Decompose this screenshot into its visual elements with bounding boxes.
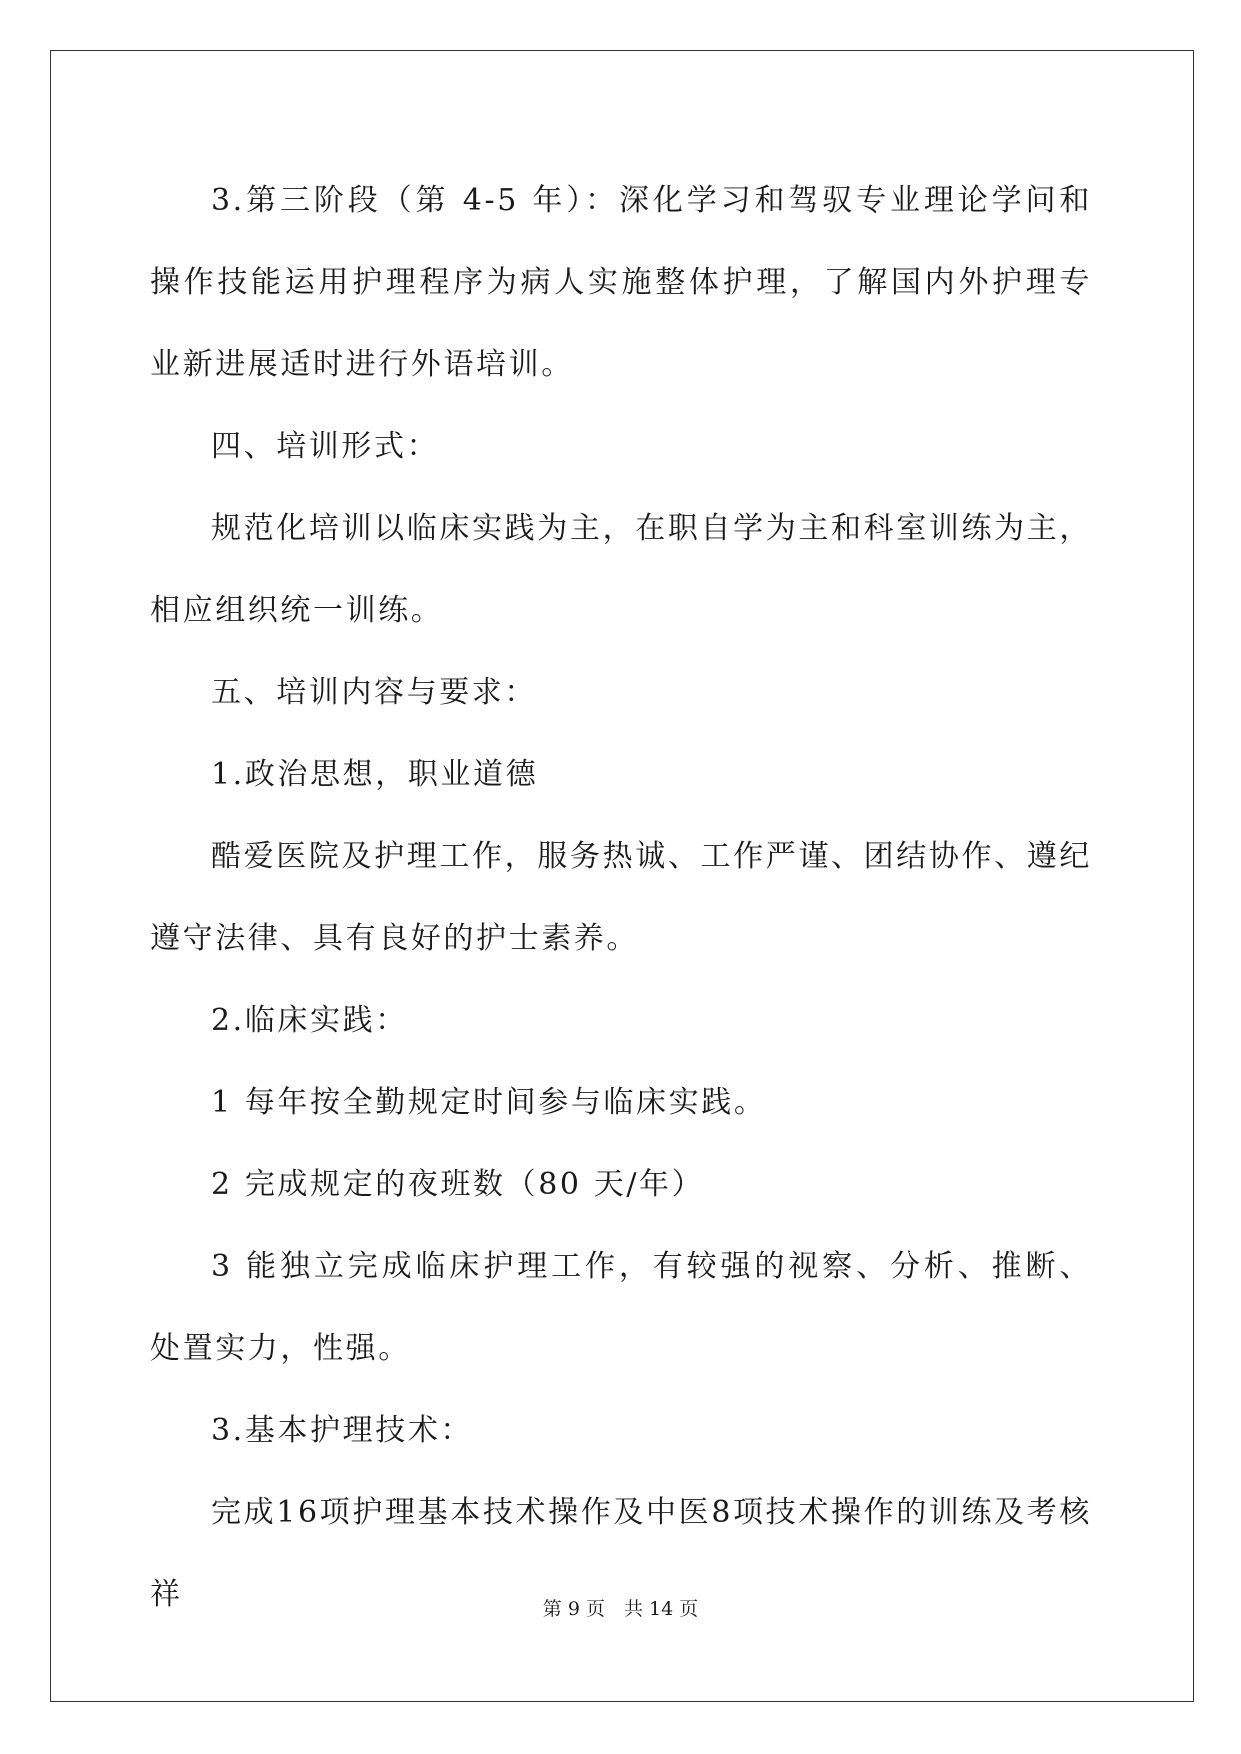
list-item-independent-work: 3 能独立完成临床护理工作，有较强的视察、分析、推断、处置实力，性强。 xyxy=(150,1249,1092,1366)
paragraph-basic-nursing-skills: 完成16项护理基本技术操作及中医8项技术操作的训练及考核祥 xyxy=(150,1495,1092,1612)
paragraph-training-form: 规范化培训以临床实践为主，在职自学为主和科室训练为主，相应组织统一训练。 xyxy=(150,511,1092,628)
paragraph-stage-three: 3.第三阶段（第 4-5 年）：深化学习和驾驭专业理论学问和操作技能运用护理程序为病人实施整体护理，了解国内外护理专业新进展适时进行外语培训。 xyxy=(150,183,1092,382)
list-item-attendance: 1 每年按全勤规定时间参与临床实践。 xyxy=(211,1085,767,1120)
subheading-basic-nursing-skills: 3.基本护理技术： xyxy=(211,1413,474,1448)
heading-training-form: 四、培训形式： xyxy=(211,429,440,464)
paragraph-political-ethics: 酷爱医院及护理工作，服务热诚、工作严谨、团结协作、遵纪遵守法律、具有良好的护士素养。 xyxy=(150,839,1092,956)
subheading-political-ethics: 1.政治思想，职业道德 xyxy=(211,757,539,792)
subheading-clinical-practice: 2.临床实践： xyxy=(211,1003,408,1038)
page-number-footer: 第 9 页 共 14 页 xyxy=(542,1598,699,1620)
document-body xyxy=(150,160,1092,1636)
heading-training-content: 五、培训内容与要求： xyxy=(211,675,537,710)
list-item-night-shifts: 2 完成规定的夜班数（80 天/年） xyxy=(211,1167,705,1202)
